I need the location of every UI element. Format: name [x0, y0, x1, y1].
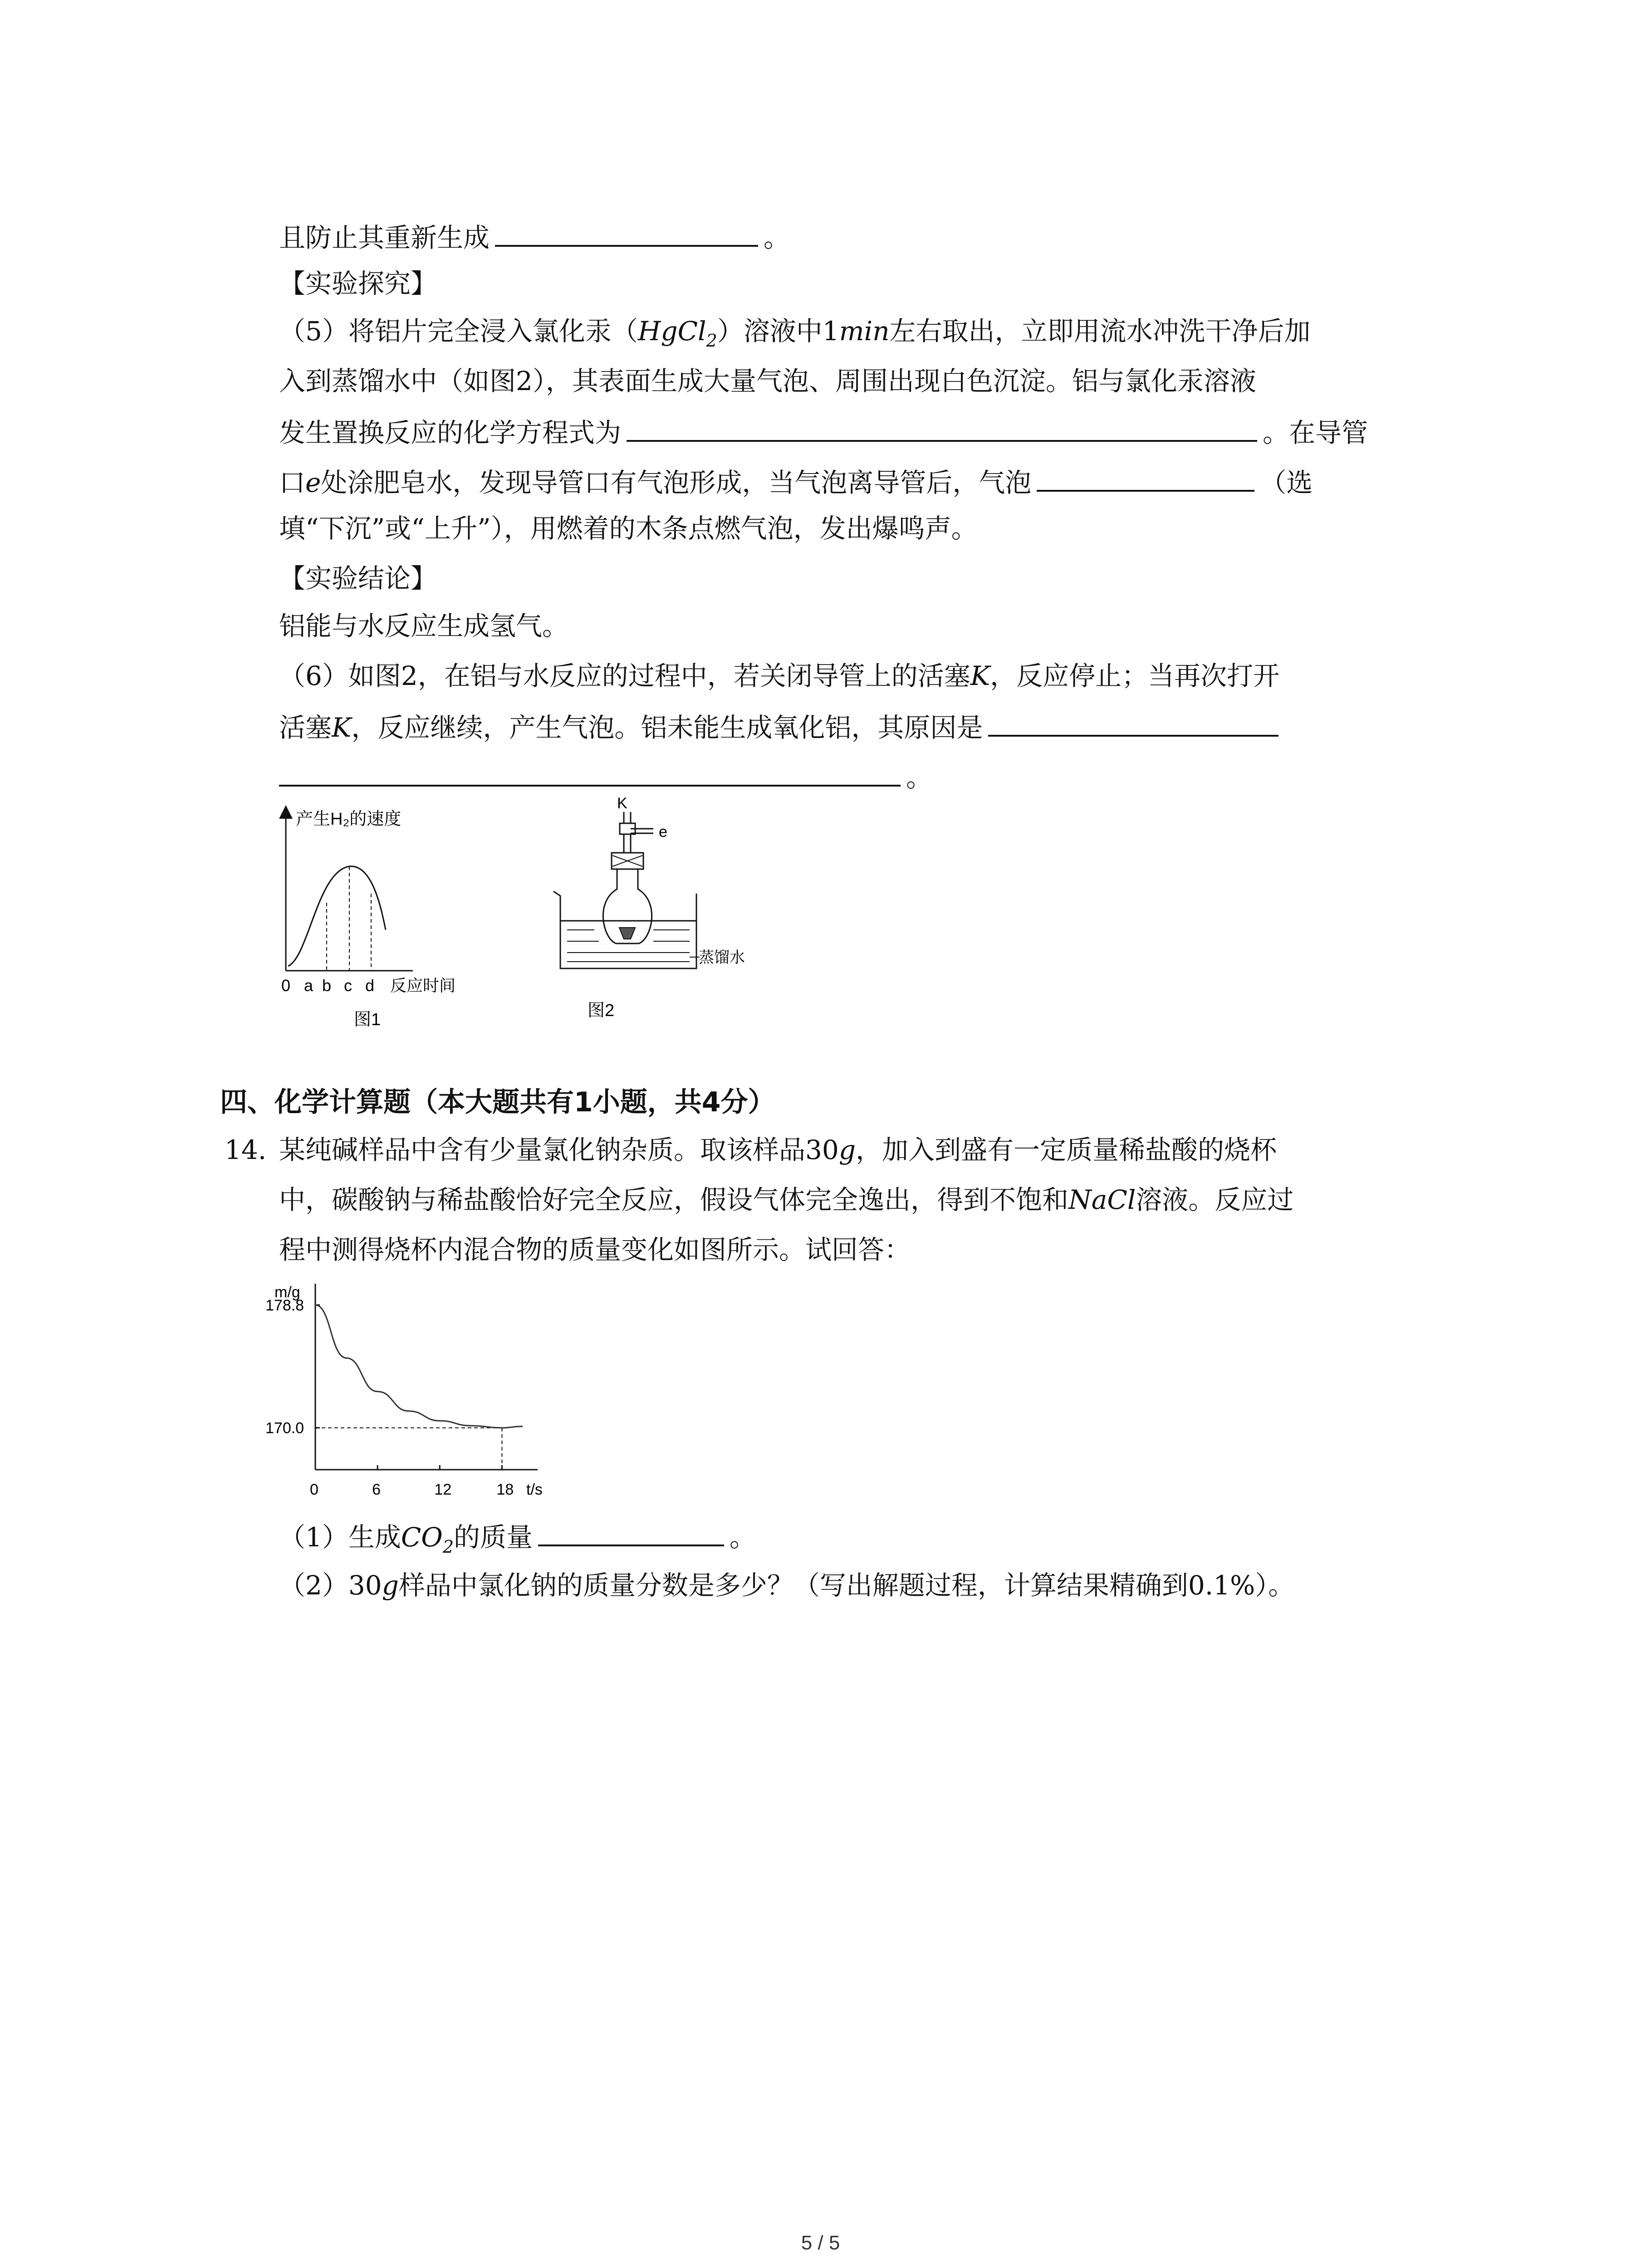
- fig1-xlabel: 反应时间: [390, 976, 456, 995]
- figure-2: [540, 789, 745, 1034]
- heading-conclusion: 【实验结论】: [279, 563, 437, 594]
- fig2-water-label: 蒸馏水: [699, 949, 745, 966]
- answer-blank-bubble[interactable]: [1037, 463, 1254, 492]
- q14-line-2: 中，碳酸钠与稀盐酸恰好完全反应，假设气体完全逸出，得到不饱和NaCl溶液。反应过: [279, 1184, 1294, 1215]
- q5-line-3: 发生置换反应的化学方程式为 。在导管: [279, 413, 1368, 451]
- q6-line-2: 活塞K，反应继续，产生气泡。铝未能生成氧化铝，其原因是: [279, 708, 1284, 746]
- answer-blank-co2[interactable]: [538, 1517, 724, 1546]
- q5-line-1: （5）将铝片完全浸入氯化汞（HgCl$_2$）溶液中1min左右取出，立即用流水冲洗干净后加: [279, 316, 1311, 351]
- answer-blank-reason-2[interactable]: [279, 758, 901, 787]
- answer-blank-equation[interactable]: [627, 413, 1257, 442]
- mass-chart: [252, 1270, 551, 1506]
- figure-1: [263, 798, 517, 1034]
- x-tick-label: 12: [434, 1481, 452, 1498]
- heading-explore: 【实验探究】: [279, 268, 437, 299]
- svg-text:d: d: [365, 976, 375, 995]
- fig1-caption: 图1: [354, 1010, 381, 1029]
- q14-part-1: （1）生成$CO_2$的质量 。: [279, 1517, 756, 1555]
- svg-text:c: c: [344, 976, 352, 995]
- fig2-e-label: e: [659, 823, 667, 841]
- q5-line-2: 入到蒸馏水中（如图2），其表面生成大量气泡、周围出现白色沉淀。铝与氯化汞溶液: [279, 366, 1256, 396]
- fig2-caption: 图2: [588, 1001, 615, 1020]
- aluminum-sheet: [619, 928, 635, 939]
- q5-line-5: 填“下沉”或“上升”），用燃着的木条点燃气泡，发出爆鸣声。: [279, 513, 978, 544]
- conclusion-text: 铝能与水反应生成氢气。: [279, 611, 569, 641]
- fig2-k-label: K: [617, 795, 627, 812]
- svg-text:0: 0: [281, 976, 291, 995]
- y-tick-label: 170.0: [265, 1419, 304, 1437]
- series-line: [315, 1305, 523, 1428]
- q6-line-3: 。: [279, 758, 932, 796]
- y-axis-label: m/g: [274, 1284, 300, 1301]
- x-tick-label: 0: [310, 1481, 318, 1498]
- x-tick-label: 6: [372, 1481, 381, 1498]
- svg-text:a: a: [304, 976, 314, 995]
- page-number: 5 / 5: [801, 2232, 840, 2254]
- q5-line-4: 口e处涂肥皂水，发现导管口有气泡形成，当气泡离导管后，气泡 （选: [279, 463, 1313, 501]
- q14-part-2: （2）30g样品中氯化钠的质量分数是多少？（写出解题过程，计算结果精确到0.1%）。: [279, 1570, 1295, 1601]
- y-tick-label: 178.8: [265, 1296, 304, 1314]
- fig1-ylabel: 产生H₂的速度: [296, 810, 402, 829]
- svg-text:b: b: [322, 976, 332, 995]
- x-tick-label: 18: [496, 1481, 514, 1498]
- section-4-heading: 四、化学计算题（本大题共有1小题，共4分）: [220, 1086, 775, 1118]
- q6-line-1: （6）如图2，在铝与水反应的过程中，若关闭导管上的活塞K，反应停止；当再次打开: [279, 660, 1280, 691]
- answer-blank-1[interactable]: [495, 218, 758, 247]
- answer-blank-reason-1[interactable]: [988, 708, 1279, 737]
- q14-line-1: 某纯碱样品中含有少量氯化钠杂质。取该样品30g，加入到盛有一定质量稀盐酸的烧杯: [279, 1134, 1277, 1165]
- line-s1: 且防止其重新生成 。: [279, 218, 790, 256]
- x-axis-label: t/s: [526, 1481, 543, 1498]
- q14-line-3: 程中测得烧杯内混合物的质量变化如图所示。试回答：: [279, 1234, 911, 1265]
- q14-number: 14.: [225, 1134, 267, 1165]
